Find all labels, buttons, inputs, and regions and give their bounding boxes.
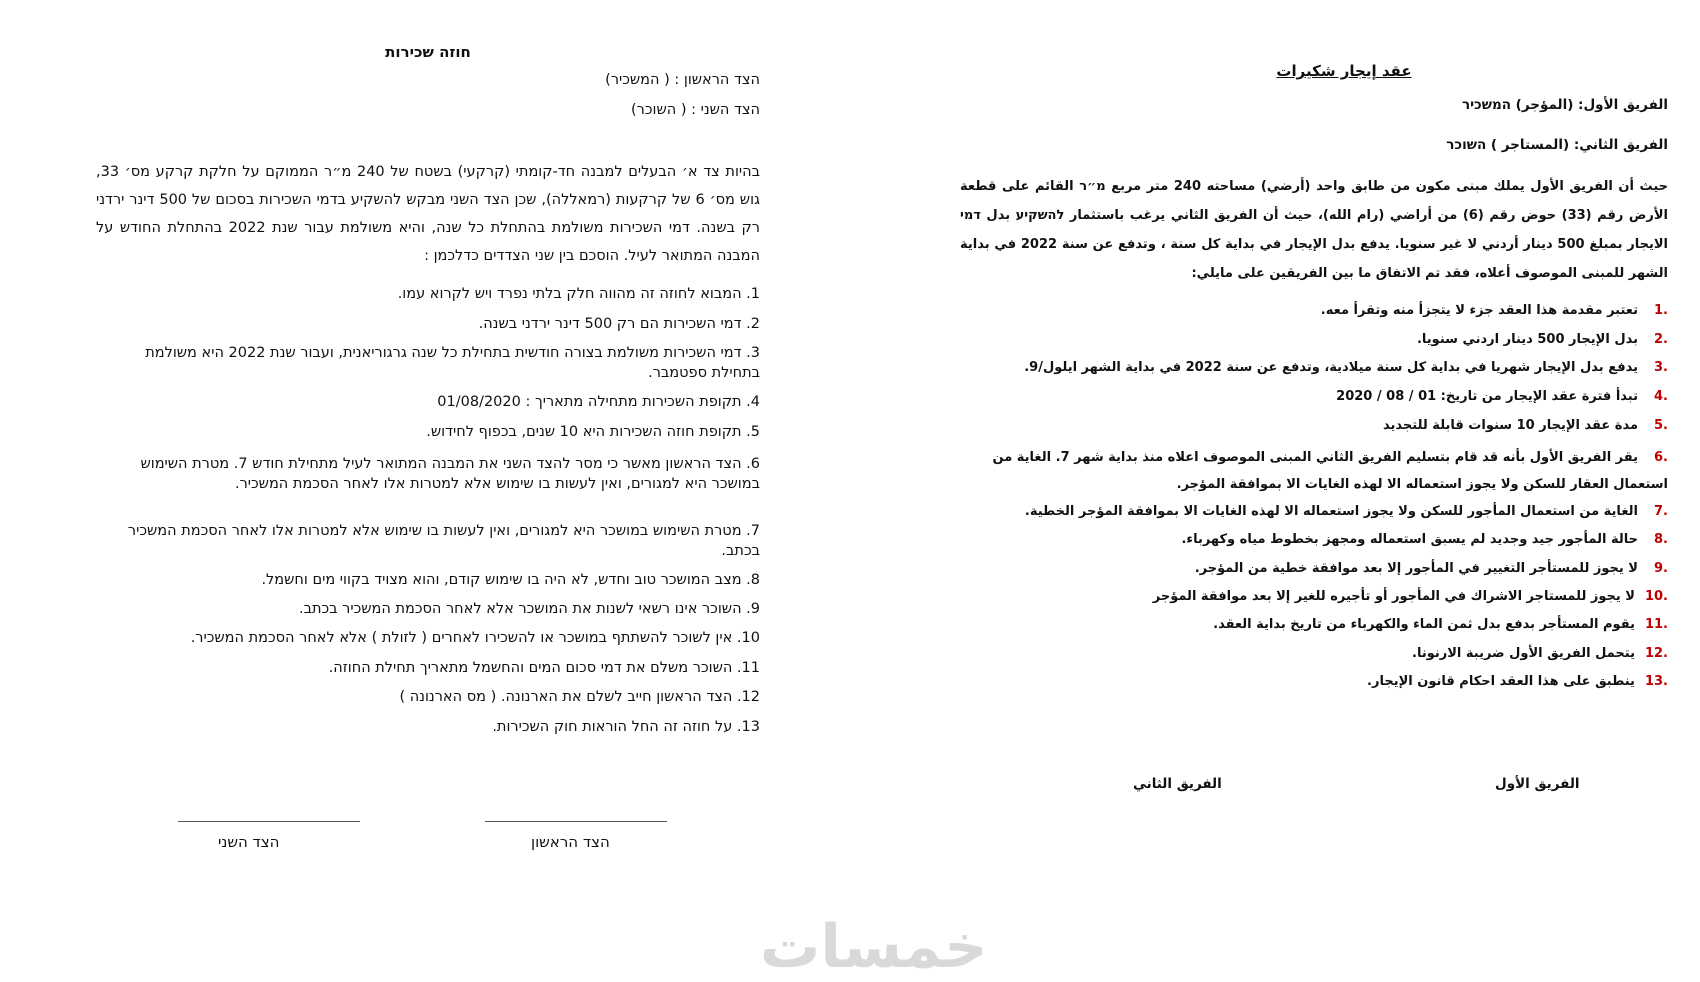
clause-text: ينطبق على هذا العقد احكام قانون الإيجار. xyxy=(1367,674,1635,689)
clause-text: تبدأ فترة عقد الإيجار من تاريخ: 01 / 08 / 2020 xyxy=(1336,389,1638,404)
clause-text: حالة المأجور جيد وجديد لم يسبق استعماله ومجهز بخطوط مياه وكهرباء. xyxy=(1181,532,1638,547)
clause-number: .3 xyxy=(1654,360,1668,375)
hebrew-clause: 9. השוכר אינו רשאי לשנות את המושכר אלא לאחר הסכמת המשכיר בכתב. xyxy=(298,601,760,617)
clause-text: لا يجوز للمستأجر التغيير في المأجور إلا بعد موافقة خطية من المؤجر. xyxy=(1194,561,1638,576)
clause-number: .7 xyxy=(1654,504,1668,519)
clause-number: .4 xyxy=(1654,389,1668,404)
clause-text: لا يجوز للمستاجر الاشراك في المأجور أو تأجيره للغير إلا بعد موافقة المؤجر xyxy=(1152,589,1635,604)
khamsat-watermark-logo: خمسات xyxy=(760,912,988,982)
arabic-clause xyxy=(978,587,1668,606)
clause-number: .13 xyxy=(1644,674,1668,689)
arabic-party-first: الفريق الأول: (المؤجر) המשכיר xyxy=(1461,97,1668,113)
hebrew-clause: 1. המבוא לחוזה זה מהווה חלק בלתי נפרד ויש לקרוא עמו. xyxy=(397,286,760,302)
arabic-contract xyxy=(960,0,1668,970)
arabic-signature-first: الفريق الأول xyxy=(1495,776,1580,792)
arabic-clause xyxy=(978,644,1668,663)
hebrew-party-first: הצד הראשון : ( המשכיר) xyxy=(605,72,760,88)
clause-number: .1 xyxy=(1654,303,1668,318)
clause-text: الغاية من استعمال المأجور للسكن ولا يجوز استعماله الا لهذه الغايات الا بموافقة المؤجر الخطية. xyxy=(1024,504,1638,519)
arabic-signature-second: الفريق الثاني xyxy=(1133,776,1222,792)
hebrew-clause: 13. על חוזה זה החל הוראות חוק השכירות. xyxy=(492,719,760,735)
arabic-clause xyxy=(978,301,1668,320)
clause-text: يدفع بدل الإيجار شهريا في بداية كل سنة ميلادية، وتدفع عن سنة 2022 في بداية الشهر ايلول/9. xyxy=(1024,360,1638,375)
arabic-clause xyxy=(978,330,1668,349)
hebrew-clause: 7. מטרת השימוש במושכר היא למגורים, ואין לעשות בו שימוש אלא למטרות אלו לאחר הסכמת המשכיר בכתב. xyxy=(127,523,760,559)
hebrew-contract xyxy=(96,0,760,970)
clause-text: تعتبر مقدمة هذا العقد جزء لا يتجزأ منه وتقرأ معه. xyxy=(1320,303,1638,318)
arabic-clause xyxy=(978,530,1668,549)
clause-text: يقوم المستأجر بدفع بدل ثمن الماء والكهرباء من تاريخ بداية العقد. xyxy=(1213,617,1635,632)
clause-number: .10 xyxy=(1644,589,1668,604)
hebrew-clause: 12. הצד הראשון חייב לשלם את הארנונה. ( מס הארנונה ) xyxy=(399,689,760,705)
hebrew-clause: 4. תקופת השכירות מתחילה מתאריך : 01/08/2020 xyxy=(437,394,760,410)
hebrew-clause: 8. מצב המושכר טוב וחדש, לא היה בו שימוש קודם, והוא מצויד בקווי מים וחשמל. xyxy=(261,572,760,588)
clause-number: .2 xyxy=(1654,332,1668,347)
arabic-clause xyxy=(978,444,1668,498)
hebrew-signature-second: הצד השני xyxy=(218,833,280,851)
hebrew-party-second: הצד השני : ( השוכר) xyxy=(631,102,760,118)
clause-number: .12 xyxy=(1644,646,1668,661)
hebrew-clause: 6. הצד הראשון מאשר כי מסר להצד השני את המבנה המתואר לעיל מתחילת חודש 7. מטרת השימוש במושכר היא למגורים, ואין לעשות בו שימוש אלא למטרות אלו לאחר הסכמת המשכיר. xyxy=(140,456,760,492)
clause-text: يتحمل الفريق الأول ضريبة الارنونا. xyxy=(1412,646,1635,661)
arabic-clause xyxy=(978,502,1668,521)
clause-text: مدة عقد الإيجار 10 سنوات قابلة للتجديد xyxy=(1383,418,1638,433)
clause-number: .11 xyxy=(1644,617,1668,632)
hebrew-signature-first: הצד הראשון xyxy=(531,833,610,851)
clause-number: .8 xyxy=(1654,532,1668,547)
arabic-clause xyxy=(978,387,1668,406)
hebrew-clause: 2. דמי השכירות הם רק 500 דינר ירדני בשנה. xyxy=(478,316,760,332)
clause-text: يقر الفريق الأول بأنه قد قام بتسليم الفريق الثاني المبنى الموصوف اعلاه منذ بداية شهر 7. الغاية من استعمال العقار للسكن ولا يجوز استعماله الا لهذه الغايات الا بموافقة المؤجر. xyxy=(992,450,1668,492)
signature-line-second xyxy=(178,821,360,822)
arabic-clause xyxy=(978,672,1668,691)
arabic-intro: حيث أن الفريق الأول يملك مبنى مكون من طابق واحد (أرضي) مساحته 240 متر مربع מ״ר القائم على قطعة الأرض رقم (33) حوض رقم (6) من أراضي (رام الله)، حيث أن الفريق الثاني يرغب باستثمار להשקיע بدل דמי الايجار بمبلغ 500 دينار أردني لا غير سنويا. يدفع بدل الإيجار في بداية كل سنة ، وتدفع عن سنة 2022 في بداية الشهر للمبنى الموصوف أعلاه، فقد تم الاتفاق ما بين الفريقين على مايلي: xyxy=(960,179,1669,281)
hebrew-clause: 11. השוכר משלם את דמי סכום המים והחשמל מתאריך תחילת החוזה. xyxy=(328,660,760,676)
hebrew-clause: 3. דמי השכירות משולמת בצורה חודשית בתחילת כל שנה גרגוריאנית, ועבור שנת 2022 היא משולמת בתחילת ספטמבר. xyxy=(145,345,760,381)
clause-number: .6 xyxy=(1654,450,1668,465)
clause-number: .5 xyxy=(1654,418,1668,433)
arabic-clause xyxy=(978,615,1668,634)
hebrew-intro: בהיות צד א׳ הבעלים למבנה חד-קומתי (קרקעי) בשטח של 240 מ״ר הממוקם על חלקת קרקע מס׳ 33, גוש מס׳ 6 של קרקעות (רמאללה), שכן הצד השני מבקש להשקיע בדמי השכירות בסכום של 500 דינר ירדני רק בשנה. דמי השכירות משולמת בהתחלת כל שנה, והיא משולמת עבור שנת 2022 בהתחלת החודש על המבנה המתואר לעיל. הוסכם בין שני הצדדים כדלכמן : xyxy=(96,164,760,264)
hebrew-clause: 5. תקופת חוזה השכירות היא 10 שנים, בכפוף לחידוש. xyxy=(426,424,760,440)
clause-text: بدل الإيجار 500 دينار اردني سنويا. xyxy=(1416,332,1638,347)
arabic-clause xyxy=(978,559,1668,578)
arabic-party-second: الفريق الثاني: (المستاجر ) השוכר xyxy=(1446,137,1668,153)
hebrew-title: חוזה שכירות xyxy=(385,43,471,61)
signature-line-first xyxy=(485,821,667,822)
arabic-clause xyxy=(978,358,1668,377)
hebrew-clause: 10. אין לשוכר להשתתף במושכר או להשכירו לאחרים ( לזולת ) אלא לאחר הסכמת המשכיר. xyxy=(190,630,760,646)
arabic-title: عقد إيجار شكيرات xyxy=(1276,62,1412,80)
clause-number: .9 xyxy=(1654,561,1668,576)
arabic-clause xyxy=(978,416,1668,435)
